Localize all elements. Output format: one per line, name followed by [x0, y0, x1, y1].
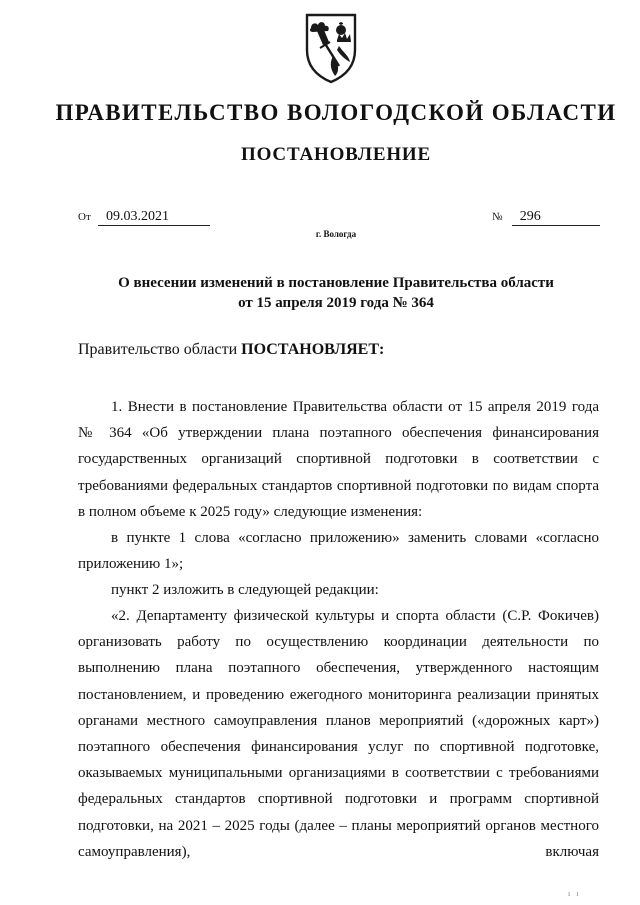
number-prefix: № [492, 211, 503, 223]
body-paragraph: в пункте 1 слова «согласно приложению» заменить словами «согласно приложению 1»; [78, 530, 599, 573]
date-line [78, 208, 210, 226]
body-paragraph-4-block [78, 603, 599, 865]
body-paragraph: 1. Внести в постановление Правительства области от 15 апреля 2019 года № 364 «Об утверждении плана поэтапного обеспечения финансирования государственных организаций спортивной подготовки в соответствии с требованиями федеральных стандартов спортивной подготовки по видам спорта в полном объеме к 2025 году» следующие изменения: [78, 399, 599, 520]
subject-line-2: от 15 апреля 2019 года № 364 [238, 295, 434, 311]
document-type: ПОСТАНОВЛЕНИЕ [241, 144, 431, 165]
decree-lead: Правительство области [78, 341, 238, 358]
date-value: 09.03.2021 [98, 209, 210, 226]
number-line [492, 208, 600, 226]
subject-line-1: О внесении изменений в постановление Правительства области [118, 275, 554, 291]
number-value: 296 [512, 209, 600, 226]
body-paragraph: «2. Департаменту физической культуры и спорта области (С.Р. Фокичев) организовать работу по осуществлению координации деятельности по выполнению плана поэтапного обеспечения, утвержденного настоящим постановлением, и проведению ежегодного мониторинга реализации принятых органами местного самоуправления планов мероприятий («дорожных карт») поэтапного обеспечения финансирования услуг по спортивной подготовке, оказываемых муниципальными организациями в соответствии с требованиями федеральных стандартов спортивной подготовки и программ спортивной подготовки, на 2021 – 2025 годы (далее – планы мероприятий органов местного самоуправления), включая [78, 608, 599, 860]
coat-of-arms-icon [303, 12, 359, 84]
city: г. Вологда [315, 229, 357, 239]
decree-line [78, 341, 384, 359]
body-paragraph-1-block [78, 394, 599, 525]
scan-mark: ı ı [568, 889, 581, 898]
body-paragraph-2-block [78, 525, 599, 577]
body-paragraph: пункт 2 изложить в следующей редакции: [111, 582, 379, 598]
document-subject [80, 273, 592, 313]
government-title: ПРАВИТЕЛЬСТВО ВОЛОГОДСКОЙ ОБЛАСТИ [55, 100, 617, 125]
body-paragraph-3-block [78, 577, 599, 603]
date-prefix: От [78, 211, 91, 223]
decree-keyword: ПОСТАНОВЛЯЕТ: [241, 341, 385, 358]
